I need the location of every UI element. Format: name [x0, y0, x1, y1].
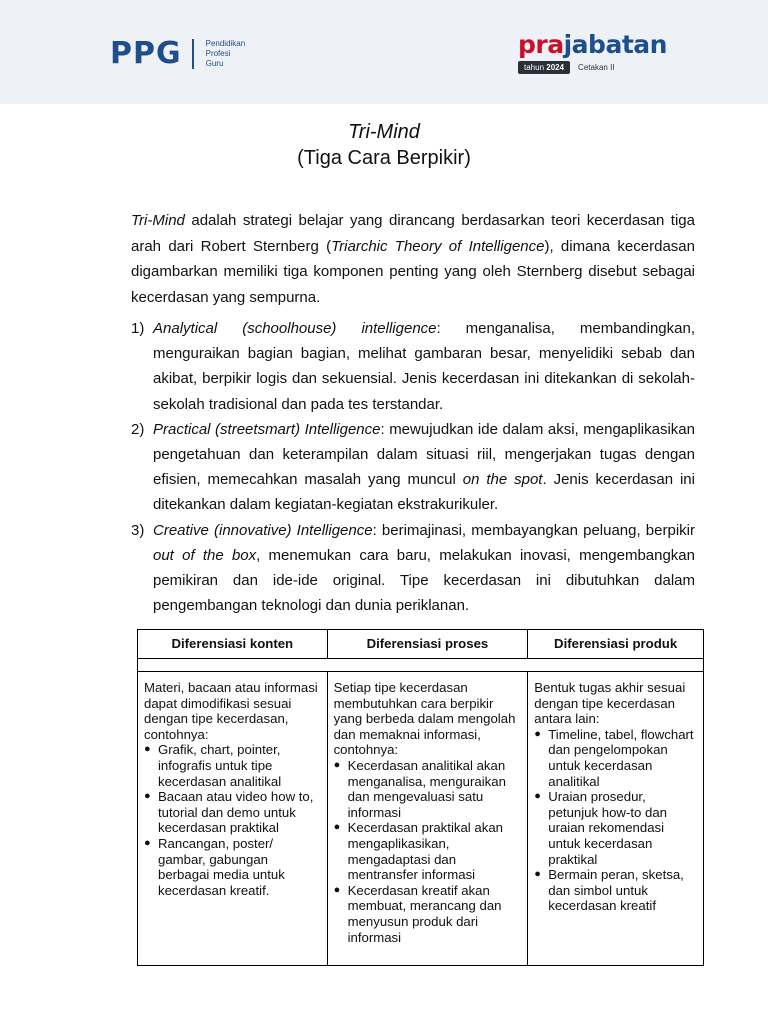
prajabatan-meta [518, 61, 668, 74]
year-badge [518, 61, 570, 74]
list-term: Analytical (schoolhouse) intelligence [153, 320, 437, 337]
intro-term: Tri-Mind [131, 212, 185, 229]
title-line-1: Tri-Mind [348, 121, 420, 143]
list-term: Practical (streetsmart) Intelligence [153, 420, 381, 438]
year-value: 2024 [546, 63, 565, 72]
prajabatan-wordmark [518, 30, 668, 60]
intro-theory: Triarchic Theory of Intelligence [331, 237, 545, 255]
ppg-sub-line: Pendidikan [205, 38, 246, 48]
bullet-item: ● Rancangan, poster/ gambar, gabungan berbagai media untuk kecerdasan kreatif. [144, 836, 321, 898]
process-cell [327, 672, 528, 966]
list-item [131, 316, 695, 417]
list-desc: , menemukan cara baru, melakukan inovasi, mengembangkan pemikiran dan ide-ide original. Tipe kecerdasan ini dibutuhkan dalam pengembangan teknologi dan dunia periklanan. [153, 546, 695, 615]
year-prefix: tahun [524, 63, 547, 72]
list-item [131, 518, 695, 619]
ppg-logo-text: PPG [110, 36, 182, 71]
intro-text-2: ), dimana kecerdasan digambarkan memiliki tiga komponen penting yang oleh Sternberg disebut sebagai kecerdasan yang sempurna. [131, 237, 695, 306]
bullet-item: ● Kecerdasan praktikal akan mengaplikasikan, mengadaptasi dan mentransfer informasi [334, 820, 522, 882]
edition-label: Cetakan II [578, 63, 615, 72]
bullet-item: ● Uraian prosedur, petunjuk how-to dan uraian rekomendasi untuk kecerdasan praktikal [534, 789, 697, 867]
cell-intro: Materi, bacaan atau informasi dapat dimodifikasi sesuai dengan tipe kecerdasan, contohnya: [144, 680, 318, 742]
table-spacer [138, 659, 704, 672]
bullet-item: ● Kecerdasan kreatif akan membuat, merancang dan menyusun produk dari informasi [334, 883, 522, 945]
page-header [0, 0, 768, 104]
cell-bullets [334, 758, 522, 945]
table-row [138, 672, 704, 966]
product-cell [528, 672, 704, 966]
ppg-logo-subtitle [206, 39, 246, 69]
prajabatan-logo [518, 30, 668, 74]
brand-jabatan: jabatan [563, 30, 667, 59]
page-title [0, 119, 768, 171]
ppg-sub-line: Guru [205, 58, 224, 68]
list-text [153, 417, 695, 518]
cell-bullets [144, 742, 321, 898]
content-cell [138, 672, 328, 966]
ppg-sub-line: Profesi [205, 48, 231, 58]
list-italic: out of the box [153, 546, 257, 564]
list-desc: : berimajinasi, membayangkan peluang, berpikir [372, 521, 695, 539]
title-line-2: (Tiga Cara Berpikir) [297, 147, 471, 169]
ppg-logo-divider [192, 39, 194, 69]
intelligence-list [131, 316, 695, 618]
list-desc: : mewujudkan ide dalam aksi, mengaplikasikan pengetahuan dan keterampilan dalam situasi riil, mengerjakan tugas dengan efisien, memecahkan masalah yang muncul [153, 420, 695, 489]
bullet-item: ● Kecerdasan analitikal akan menganalisa, menguraikan dan mengevaluasi satu informasi [334, 758, 522, 820]
list-term: Creative (innovative) Intelligence [153, 521, 373, 539]
cell-bullets [534, 727, 697, 914]
header-product: Diferensiasi produk [528, 630, 704, 659]
list-number: 1) [131, 320, 145, 337]
differentiation-table [137, 629, 704, 966]
cell-intro: Bentuk tugas akhir sesuai dengan tipe kecerdasan antara lain: [534, 680, 686, 727]
table-header-row [138, 630, 704, 659]
list-desc: . Jenis kecerdasan ini ditekankan dalam kegiatan-kegiatan ekstrakurikuler. [153, 471, 695, 514]
list-text [153, 316, 695, 417]
list-text [153, 518, 695, 619]
ppg-logo [110, 36, 245, 71]
intro-paragraph [131, 208, 695, 310]
list-desc: : menganalisa, membandingkan, menguraikan bagian bagian, melihat gambaran besar, menyelidiki sebab dan akibat, berpikir logis dan sekuensial. Jenis kecerdasan ini ditekankan di sekolah-sekolah tradisional dan pada tes terstandar. [153, 320, 695, 413]
header-process: Diferensiasi proses [327, 630, 528, 659]
header-content: Diferensiasi konten [138, 630, 328, 659]
list-number: 2) [131, 420, 145, 438]
intro-text-1: adalah strategi belajar yang dirancang berdasarkan teori kecerdasan tiga arah dari Robert Sternberg ( [131, 212, 695, 255]
list-number: 3) [131, 521, 145, 539]
brand-pra: pra [518, 30, 564, 59]
bullet-item: ● Timeline, tabel, flowchart dan pengelompokan untuk kecerdasan analitikal [534, 727, 697, 789]
cell-intro: Setiap tipe kecerdasan membutuhkan cara berpikir yang berbeda dalam mengolah dan memaknai informasi, contohnya: [333, 680, 516, 758]
list-item [131, 417, 695, 518]
table-spacer-cell [138, 659, 704, 672]
bullet-item: ● Bermain peran, sketsa, dan simbol untuk kecerdasan kreatif [534, 867, 697, 914]
bullet-item: ● Grafik, chart, pointer, infografis untuk tipe kecerdasan analitikal [144, 742, 321, 789]
list-italic: on the spot [462, 471, 543, 489]
bullet-item: ● Bacaan atau video how to, tutorial dan demo untuk kecerdasan praktikal [144, 789, 321, 836]
